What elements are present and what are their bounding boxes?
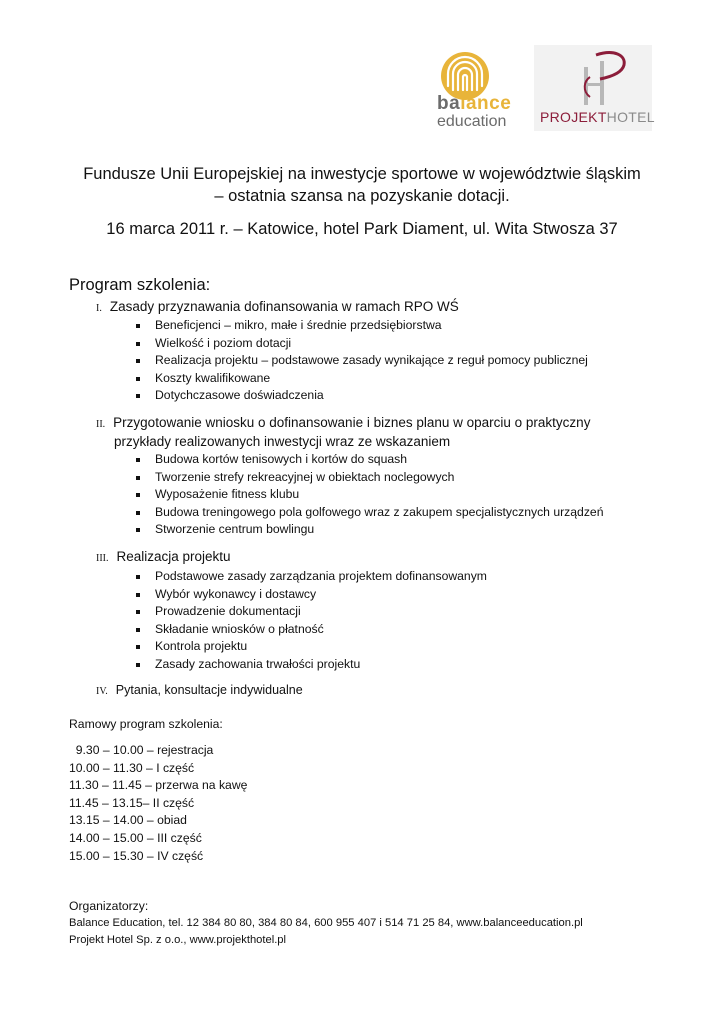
program-title: Program szkolenia: <box>69 276 211 294</box>
projekt-hotel-logo <box>534 45 655 131</box>
list-item: Podstawowe zasady zarządzania projektem dofinansowanym <box>133 568 487 586</box>
section-2-title-line-2: przykłady realizowanych inwestycji wraz ze wskazaniem <box>114 434 451 449</box>
balance-wordmark <box>437 93 511 115</box>
organizer-projekt-hotel: Projekt Hotel Sp. z o.o., www.projekthotel.pl <box>69 934 287 946</box>
section-2-list <box>133 451 603 539</box>
section-2-numeral: II. <box>96 419 106 430</box>
schedule-title: Ramowy program szkolenia: <box>69 717 223 731</box>
schedule-row: 9.30 – 10.00 – rejestracja <box>69 743 214 757</box>
schedule-row: 14.00 – 15.00 – III część <box>69 830 202 845</box>
list-item: Wyposażenie fitness klubu <box>133 486 603 504</box>
list-item: Wielkość i poziom dotacji <box>133 335 588 353</box>
list-item: Stworzenie centrum bowlingu <box>133 521 603 539</box>
section-1-title: Zasady przyznawania dofinansowania w ramach RPO WŚ <box>109 299 459 314</box>
event-line: 16 marca 2011 r. – Katowice, hotel Park Diament, ul. Wita Stwosza 37 <box>106 220 618 238</box>
section-2-title-line-1: Przygotowanie wniosku o dofinansowanie i biznes planu w oparciu o praktyczny <box>113 415 591 430</box>
section-3-heading <box>96 547 231 568</box>
list-item: Tworzenie strefy rekreacyjnej w obiektach noclegowych <box>133 469 603 487</box>
list-item: Dotychczasowe doświadczenia <box>133 387 588 405</box>
projekt-wordmark: PROJEKT <box>540 109 607 125</box>
balance-education-logo <box>432 50 524 130</box>
list-item: Budowa kortów tenisowych i kortów do squash <box>133 451 603 469</box>
title-line-1: Fundusze Unii Europejskiej na inwestycje sportowe w województwie śląskim <box>83 165 641 183</box>
list-item: Składanie wniosków o płatność <box>133 621 487 639</box>
list-item: Zasady zachowania trwałości projektu <box>133 656 487 674</box>
balance-wordmark-a: ba <box>437 93 461 114</box>
document-title <box>40 163 684 207</box>
schedule-row: 10.00 – 11.30 – I część <box>69 760 195 775</box>
list-item: Realizacja projektu – podstawowe zasady wynikające z reguł pomocy publicznej <box>133 352 588 370</box>
schedule-row: 13.15 – 14.00 – obiad <box>69 813 187 828</box>
schedule-row: 11.30 – 11.45 – przerwa na kawę <box>69 778 248 793</box>
section-1-heading <box>96 297 459 318</box>
list-item: Budowa treningowego pola golfowego wraz z zakupem specjalistycznych urządzeń <box>133 504 603 522</box>
projekt-hotel-h-icon <box>554 47 634 109</box>
section-4-title: Pytania, konsultacje indywidualne <box>115 683 303 697</box>
list-item: Prowadzenie dokumentacji <box>133 603 487 621</box>
section-4-heading <box>96 681 303 701</box>
section-4-numeral: IV. <box>96 686 108 697</box>
section-3-list <box>133 568 487 674</box>
list-item: Beneficjenci – mikro, małe i średnie przedsiębiorstwa <box>133 317 588 335</box>
organizer-balance: Balance Education, tel. 12 384 80 80, 384 80 84, 600 955 407 i 514 71 25 84, www.balanceeducation.pl <box>69 917 583 929</box>
balance-wordmark-b: lance <box>460 93 512 114</box>
projekt-hotel-wordmark <box>540 109 655 125</box>
organizers-title: Organizatorzy: <box>69 899 149 913</box>
section-1-list <box>133 317 588 405</box>
section-2-heading <box>96 413 590 434</box>
schedule-row: 11.45 – 13.15– II część <box>69 795 195 810</box>
section-1-numeral: I. <box>96 303 102 314</box>
list-item: Wybór wykonawcy i dostawcy <box>133 586 487 604</box>
education-wordmark: education <box>437 113 507 130</box>
section-3-title: Realizacja projektu <box>116 549 231 564</box>
hotel-wordmark: HOTEL <box>606 109 655 125</box>
list-item: Koszty kwalifikowane <box>133 370 588 388</box>
list-item: Kontrola projektu <box>133 638 487 656</box>
schedule-row: 15.00 – 15.30 – IV część <box>69 848 204 863</box>
organizers-list <box>69 915 583 949</box>
title-line-2: – ostatnia szansa na pozyskanie dotacji. <box>214 187 510 205</box>
section-3-numeral: III. <box>96 553 109 564</box>
schedule-list <box>69 742 247 865</box>
